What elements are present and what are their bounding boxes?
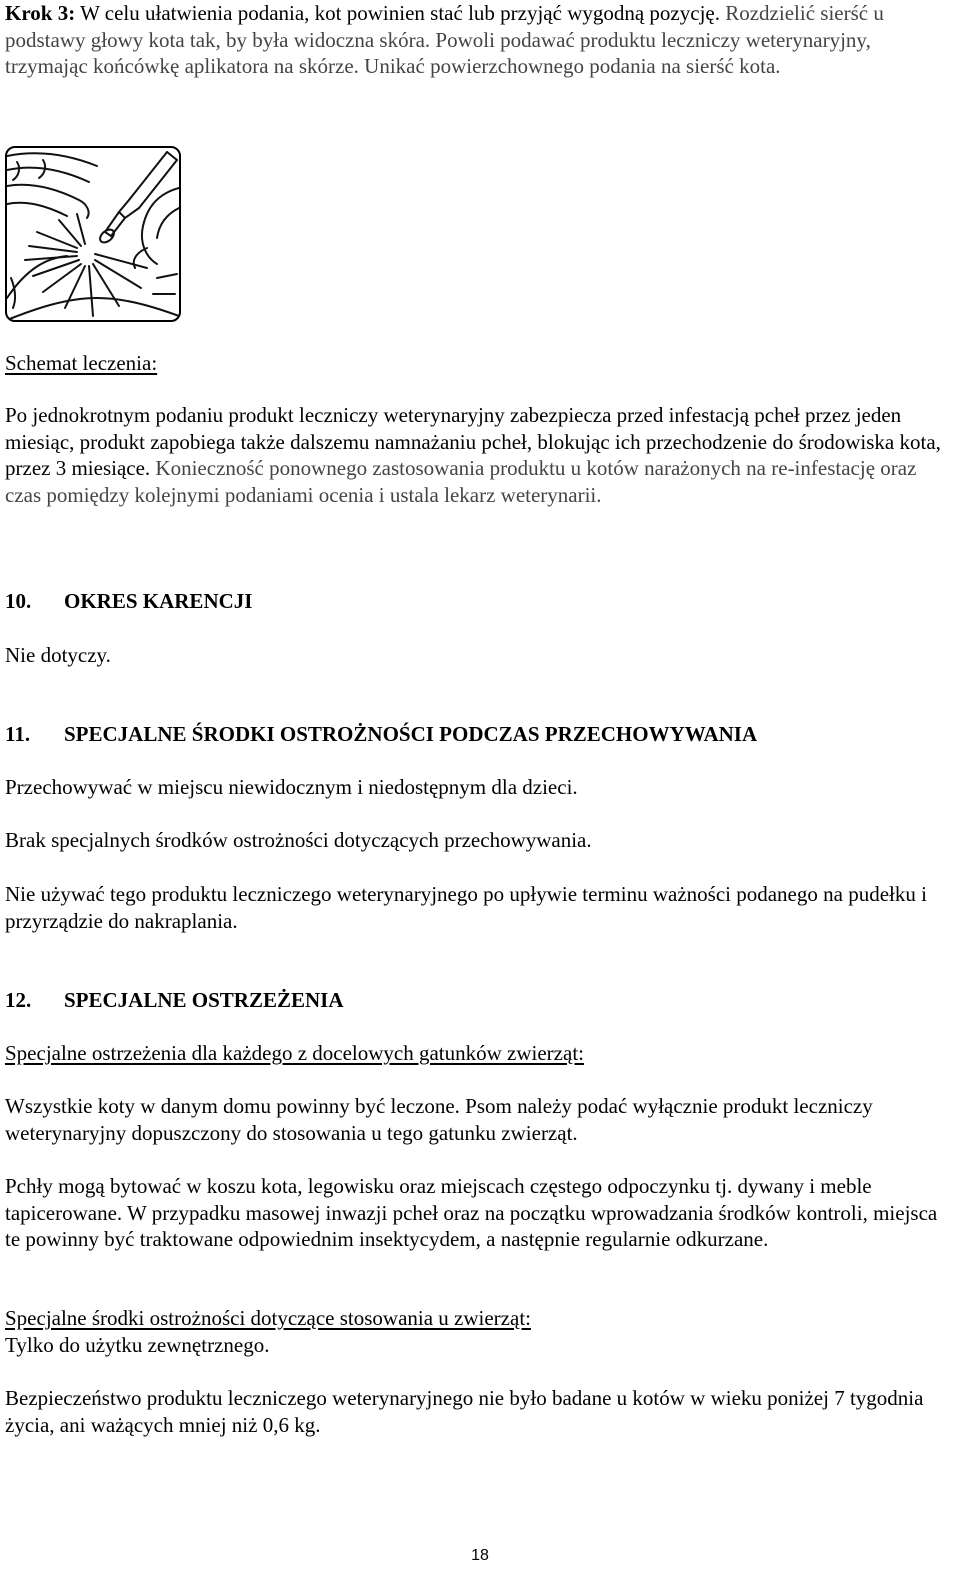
schedule-text: Po jednokrotnym podaniu produkt leczniczy weterynaryjny zabezpiecza przed infestacją pcheł przez jeden miesiąc, produkt zapobiega także dalszemu namnażaniu pcheł, blokując ich przechodzenie do środowiska kota, przez 3 miesiące. [5,403,941,480]
step3-label: Krok 3: [5,1,76,25]
section-12-paragraph-4: Bezpieczeństwo produktu leczniczego weterynaryjnego nie było badane u kotów w wieku poniżej 7 tygodnia życia, ani ważących mniej niż 0,6 kg. [5,1386,924,1437]
step3-paragraph [5,0,950,80]
section-10-heading [5,588,950,615]
section-12-heading [5,987,950,1014]
section-12-subheading-1: Specjalne ostrzeżenia dla każdego z docelowych gatunków zwierząt: [5,1041,584,1065]
section-11-number: 11. [5,722,31,746]
application-illustration [5,146,181,322]
schedule-paragraph [5,402,950,508]
section-12-subheading-2: Specjalne środki ostrożności dotyczące stosowania u zwierząt: [5,1306,531,1330]
schedule-text-continued: Konieczność ponownego zastosowania produktu u kotów narażonych na re-infestację oraz czas pomiędzy kolejnymi podaniami ocenia i ustala lekarz weterynarii. [5,456,917,507]
pipette-on-cat-skin-illustration [7,148,179,320]
section-11-paragraph-3: Nie używać tego produktu leczniczego weterynaryjnego po upływie terminu ważności podanego na pudełku i przyrządzie do nakraplania. [5,882,927,933]
section-12-number: 12. [5,988,32,1012]
step3-text-continued: Rozdzielić sierść u podstawy głowy kota tak, by była widoczna skóra. Powoli podawać produktu leczniczy weterynaryjny, trzymając końcówkę aplikatora na skórze. Unikać powierzchownego podania na sierść kota. [5,1,884,78]
section-10-text: Nie dotyczy. [5,643,111,667]
page-number: 18 [471,1547,489,1564]
section-12-paragraph-3: Tylko do użytku zewnętrznego. [5,1333,270,1357]
step3-text: W celu ułatwienia podania, kot powinien stać lub przyjąć wygodną pozycję. [75,1,720,25]
section-11-heading [5,721,950,748]
schedule-heading: Schemat leczenia: [5,351,158,375]
section-12-paragraph-2: Pchły mogą bytować w koszu kota, legowisku oraz miejscach częstego odpoczynku tj. dywany i meble tapicerowane. W przypadku masowej inwazji pcheł oraz na początku wprowadzania środków kontroli, miejsca te powinny być traktowane odpowiednim insektycydem, a następnie regularnie odkurzane. [5,1174,938,1251]
section-11-paragraph-1: Przechowywać w miejscu niewidocznym i niedostępnym dla dzieci. [5,775,578,799]
section-12-title: SPECJALNE OSTRZEŻENIA [64,988,344,1012]
section-10-number: 10. [5,589,32,613]
section-12-paragraph-1: Wszystkie koty w danym domu powinny być leczone. Psom należy podać wyłącznie produkt leczniczy weterynaryjny dopuszczony do stosowania u tego gatunku zwierząt. [5,1094,873,1145]
section-11-paragraph-2: Brak specjalnych środków ostrożności dotyczących przechowywania. [5,828,592,852]
section-11-title: SPECJALNE ŚRODKI OSTROŻNOŚCI PODCZAS PRZECHOWYWANIA [64,722,758,746]
section-10-title: OKRES KARENCJI [64,589,253,613]
